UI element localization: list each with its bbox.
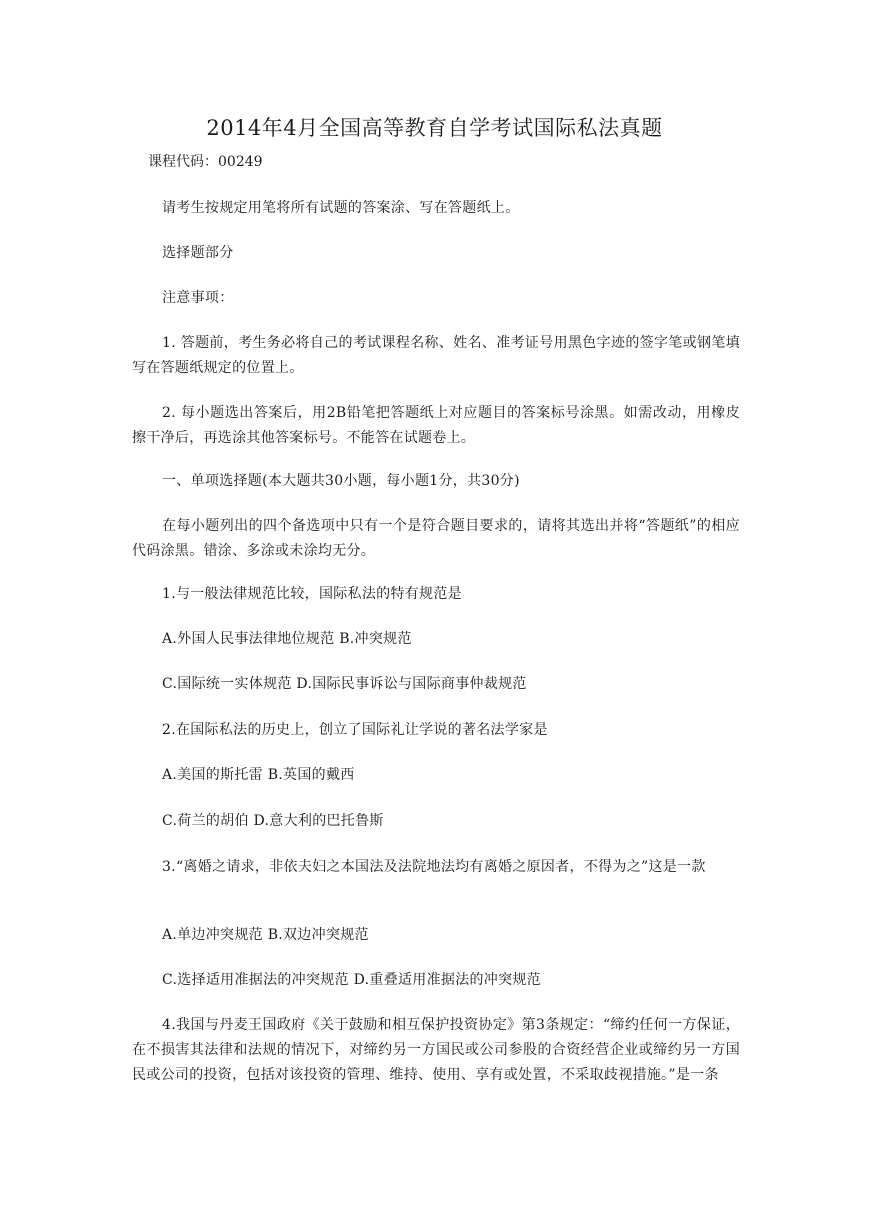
instruction-paragraph: 请考生按规定用笔将所有试题的答案涂、写在答题纸上。 — [162, 200, 520, 216]
page-title: 2014年4月全国高等教育自学考试国际私法真题 — [206, 116, 663, 140]
notice-item-1: 1. 答题前，考生务必将自己的考试课程名称、姓名、准考证号用黑色字迹的签字笔或钢笔填写在答题纸规定的位置上。 — [132, 335, 740, 376]
section-heading: 选择题部分 — [162, 245, 234, 261]
question-1-options-cd: C.国际统一实体规范 D.国际民事诉讼与国际商事仲裁规范 — [162, 676, 527, 692]
notice-item-2: 2. 每小题选出答案后，用2B铅笔把答题纸上对应题目的答案标号涂黑。如需改动，用橡皮擦干净后，再选涂其他答案标号。不能答在试题卷上。 — [132, 405, 740, 446]
question-3-options-ab: A.单边冲突规范 B.双边冲突规范 — [162, 927, 369, 943]
question-2-options-cd: C.荷兰的胡伯 D.意大利的巴托鲁斯 — [162, 813, 384, 829]
part-heading: 一、单项选择题(本大题共30小题，每小题1分，共30分) — [162, 473, 520, 489]
question-2-options-ab: A.美国的斯托雷 B.英国的戴西 — [162, 767, 355, 783]
question-4: 4.我国与丹麦王国政府《关于鼓励和相互保护投资协定》第3条规定：“缔约任何一方保证，在不损害其法律和法规的情况下，对缔约另一方国民或公司参股的合资经营企业或缔约另一方国民或公司的投资，包括对该投资的管理、维持、使用、享有或处置，不采取歧视措施。”是一条 — [132, 1017, 740, 1083]
question-3-options-cd: C.选择适用准据法的冲突规范 D.重叠适用准据法的冲突规范 — [162, 972, 541, 988]
question-1: 1.与一般法律规范比较，国际私法的特有规范是 — [162, 586, 462, 602]
part-instructions: 在每小题列出的四个备选项中只有一个是符合题目要求的，请将其选出并将“答题纸”的相应代码涂黑。错涂、多涂或未涂均无分。 — [132, 518, 740, 559]
question-2: 2.在国际私法的历史上，创立了国际礼让学说的著名法学家是 — [162, 722, 548, 738]
course-code: 课程代码：00249 — [148, 154, 263, 170]
question-1-options-ab: A.外国人民事法律地位规范 B.冲突规范 — [162, 631, 412, 647]
question-3: 3.“离婚之请求，非依夫妇之本国法及法院地法均有离婚之原因者，不得为之”这是一款 — [162, 859, 706, 875]
notice-heading: 注意事项： — [162, 290, 234, 306]
